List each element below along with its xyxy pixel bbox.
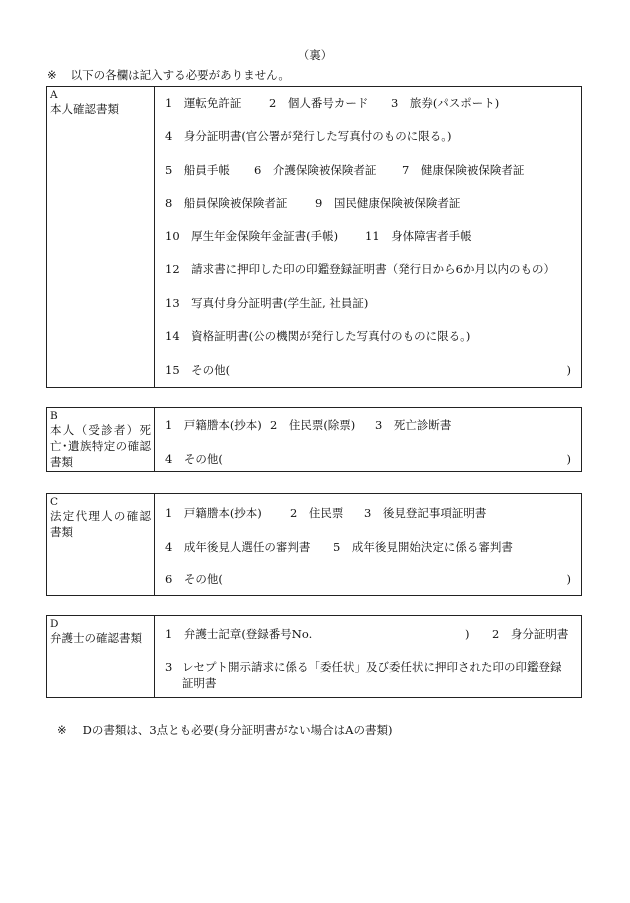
item: 8 船員保険被保険者証 [165, 196, 288, 210]
item: 2 住民票(除票) [270, 418, 356, 432]
section-a-row-9 [165, 363, 571, 377]
section-a-row-3 [165, 163, 571, 177]
section-c-row-1 [165, 506, 571, 520]
item: 13 写真付身分証明書(学生証, 社員証) [165, 296, 369, 310]
bottom-note-mark: ※ [57, 723, 67, 737]
item: 2 身分証明書 [492, 627, 569, 641]
section-d-row-2 [165, 659, 571, 691]
section-a [46, 86, 582, 388]
section-c-items [155, 494, 581, 595]
section-d [46, 615, 582, 698]
section-d-letter: D [50, 618, 59, 630]
other-field-close: ) [566, 363, 571, 377]
other-field-close: ) [566, 572, 571, 586]
item: 5 船員手帳 [165, 163, 230, 177]
item: 2 個人番号カード [269, 96, 369, 110]
section-d-row-1 [165, 627, 571, 641]
section-d-label [47, 616, 155, 697]
bottom-note [57, 722, 392, 738]
section-a-name: 本人確認書類 [50, 102, 119, 116]
section-d-items [155, 616, 581, 697]
item-number: 3 [165, 660, 173, 674]
item: 3 死亡診断書 [375, 418, 452, 432]
section-b-row-2 [165, 452, 571, 466]
item: 9 国民健康保険被保険者証 [315, 196, 461, 210]
section-c-row-3 [165, 572, 571, 586]
item: ) [465, 627, 470, 641]
bottom-note-text: Dの書類は、3点とも必要(身分証明書がない場合はAの書類) [82, 723, 393, 737]
other-field-open: 4 その他( [165, 452, 223, 466]
section-a-row-4 [165, 196, 571, 210]
item: 1 弁護士記章(登録番号No. [165, 627, 313, 641]
section-c-name-line-2: 書類 [50, 525, 73, 539]
item: 12 請求書に押印した印の印鑑登録証明書（発行日から6か月以内のもの） [165, 262, 555, 276]
section-b-name-line-2: 亡･遺族特定の確認 [50, 439, 151, 453]
section-a-row-5 [165, 229, 571, 243]
item: 6 介護保険被保険者証 [254, 163, 377, 177]
section-b-letter: B [50, 410, 58, 422]
item: 2 住民票 [290, 506, 344, 520]
section-b-name-line-1: 本人（受診者）死 [50, 423, 151, 437]
item: 4 成年後見人選任の審判書 [165, 540, 311, 554]
section-a-items [155, 87, 581, 387]
section-b [46, 407, 582, 472]
item: 4 身分証明書(官公署が発行した写真付のものに限る。) [165, 129, 452, 143]
section-a-row-7 [165, 296, 571, 310]
page-heading: （裏） [297, 48, 333, 62]
item: 1 運転免許証 [165, 96, 242, 110]
section-c [46, 493, 582, 596]
item: 3 旅券(パスポート) [391, 96, 500, 110]
note-text: 以下の各欄は記入する必要がありません。 [70, 68, 290, 82]
item: 7 健康保険被保険者証 [402, 163, 525, 177]
item: レセプト開示請求に係る「委任状」及び委任状に押印された印の印鑑登録証明書 [182, 660, 562, 690]
item: 14 資格証明書(公の機関が発行した写真付のものに限る。) [165, 329, 471, 343]
section-a-label [47, 87, 155, 387]
other-field-open: 15 その他( [165, 363, 231, 377]
section-b-items [155, 408, 581, 471]
section-a-row-6 [165, 262, 571, 276]
section-c-letter: C [50, 496, 59, 508]
item: 10 厚生年金保険年金証書(手帳) [165, 229, 339, 243]
item: 5 成年後見開始決定に係る審判書 [333, 540, 513, 554]
section-b-label [47, 408, 155, 471]
section-d-name: 弁護士の確認書類 [50, 631, 142, 645]
section-b-name-line-3: 書類 [50, 455, 73, 469]
section-a-row-2 [165, 129, 571, 143]
item: 1 戸籍謄本(抄本) [165, 418, 262, 432]
section-c-row-2 [165, 540, 571, 554]
other-field-close: ) [566, 452, 571, 466]
section-a-row-1 [165, 96, 571, 110]
section-a-row-8 [165, 329, 571, 343]
top-note [47, 67, 290, 83]
section-b-row-1 [165, 418, 571, 432]
other-field-open: 6 その他( [165, 572, 223, 586]
section-c-label [47, 494, 155, 595]
note-mark: ※ [47, 68, 57, 82]
item: 3 後見登記事項証明書 [364, 506, 487, 520]
section-a-letter: A [50, 89, 58, 101]
item: 11 身体障害者手帳 [365, 229, 472, 243]
section-c-name-line-1: 法定代理人の確認 [50, 509, 151, 523]
item: 1 戸籍謄本(抄本) [165, 506, 262, 520]
